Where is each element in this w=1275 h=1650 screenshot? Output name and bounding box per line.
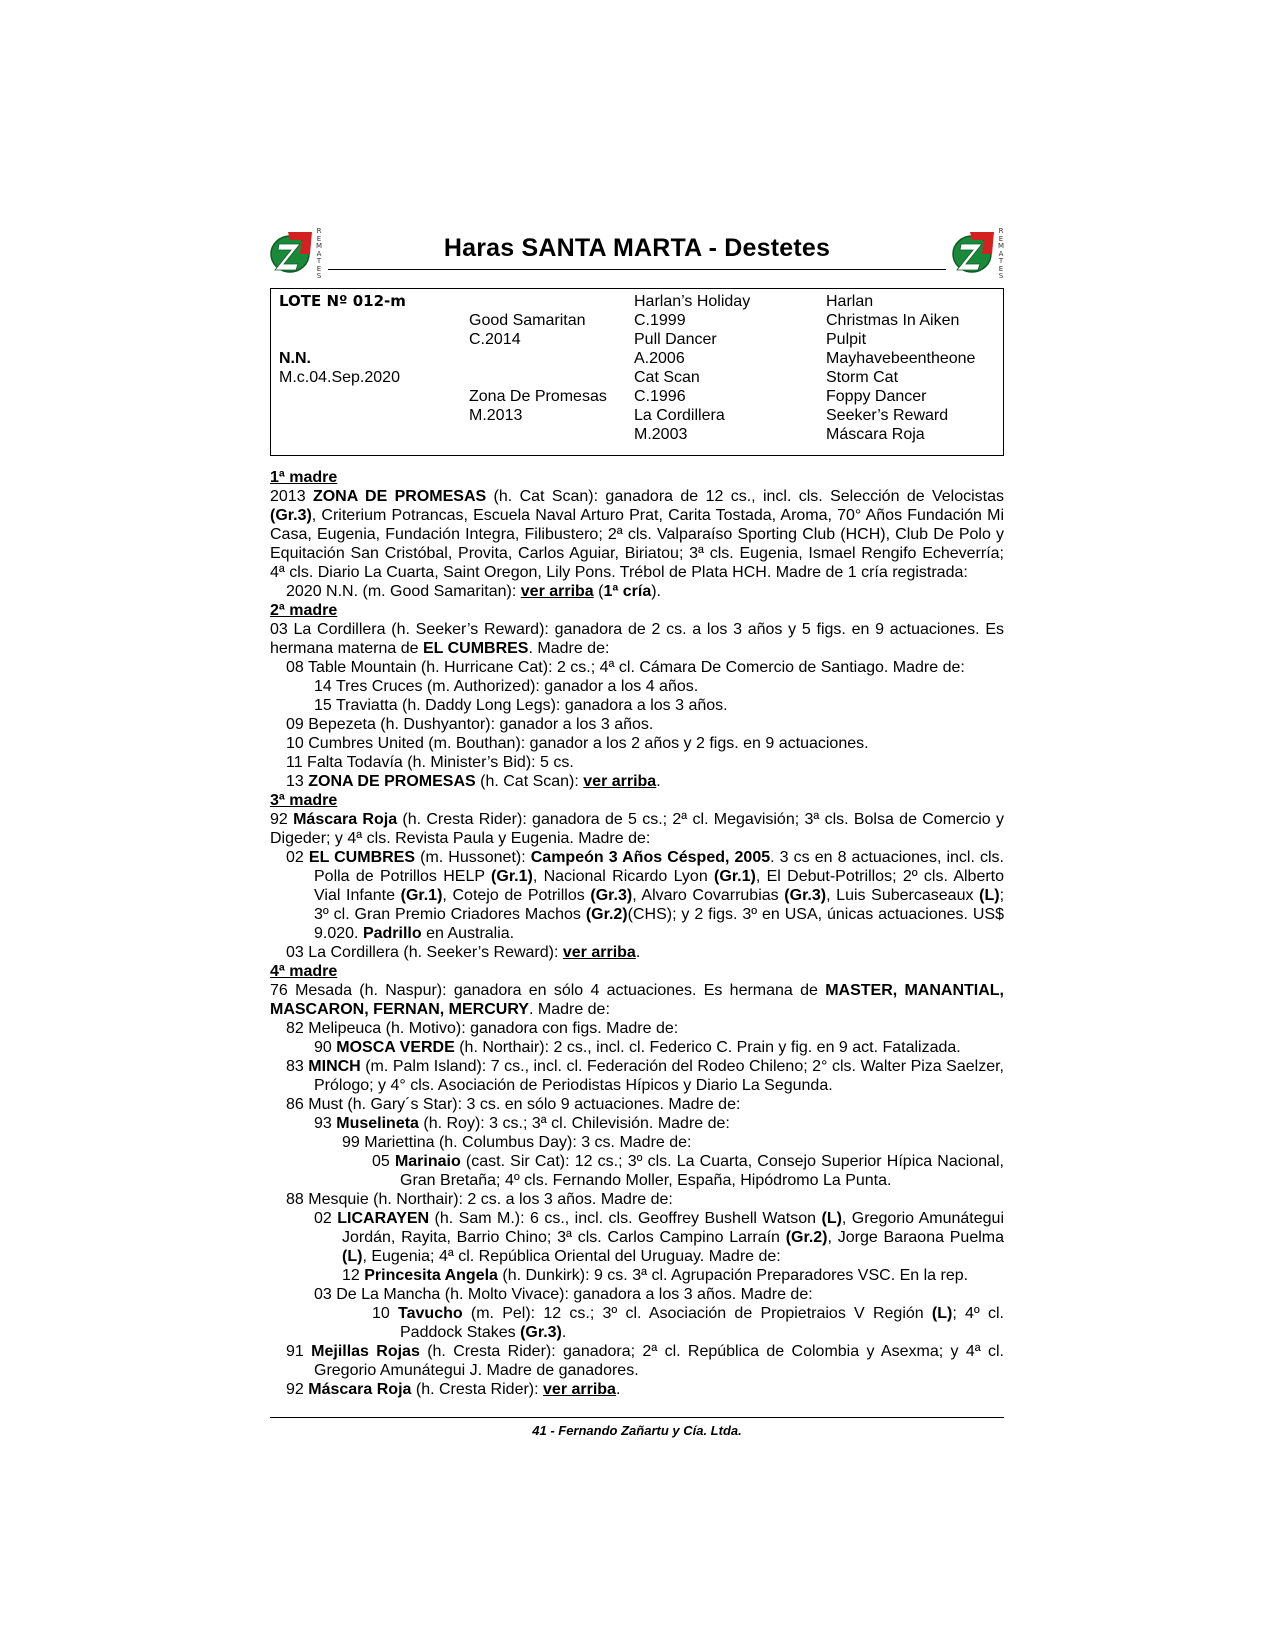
great-grandparent-entry: Harlan: [826, 293, 874, 310]
great-grandparent-entry: Pulpit: [826, 331, 867, 348]
offspring-entry: 13 ZONA DE PROMESAS (h. Cat Scan): ver arriba.: [286, 773, 661, 790]
section-heading-fourth-dam: 4ª madre: [270, 963, 338, 980]
dam-info: M.2013: [469, 407, 523, 424]
remates-logo-left: [270, 228, 324, 280]
see-above-link: ver arriba: [543, 1381, 616, 1398]
grandparent-entry: Harlan’s Holiday: [634, 293, 751, 310]
offspring-entry: 10 Cumbres United (m. Bouthan): ganador a los 2 años y 2 figs. en 9 actuaciones.: [286, 735, 869, 752]
zf-logo-icon: [270, 228, 314, 274]
footer-rule: [270, 1417, 1004, 1418]
section-heading-first-dam: 1ª madre: [270, 469, 338, 486]
page-title: Haras SANTA MARTA - Destetes: [443, 234, 831, 262]
sire-name: Good Samaritan: [469, 312, 586, 329]
grandparent-entry: A.2006: [634, 350, 685, 367]
grandparent-entry: Cat Scan: [634, 369, 700, 386]
zf-logo-icon: [952, 228, 996, 274]
title-underline: [328, 269, 946, 270]
great-grandparent-entry: Mayhavebeentheone: [826, 350, 976, 367]
offspring-entry: 82 Melipeuca (h. Motivo): ganadora con figs. Madre de:: [286, 1020, 679, 1037]
foal-birth: M.c.04.Sep.2020: [279, 369, 400, 386]
offspring-entry: 02 LICARAYEN (h. Sam M.): 6 cs., incl. cls. Geoffrey Bushell Watson (L), Gregorio Amunátegui Jordán, Rayita, Barrio Chino; 3ª cls. Carlos Campino Larraín (Gr.2), Jorge Baraona Puelma (L), Eugenia; 4ª cl. República Oriental del Uruguay. Madre de:: [314, 1210, 1005, 1265]
page-footer: 41 - Fernando Zañartu y Cía. Ltda.: [532, 1423, 742, 1438]
offspring-entry: 09 Bepezeta (h. Dushyantor): ganador a los 3 años.: [286, 716, 654, 733]
grandparent-entry: Pull Dancer: [634, 331, 717, 348]
offspring-entry: 08 Table Mountain (h. Hurricane Cat): 2 cs.; 4ª cl. Cámara De Comercio de Santiago. Madre de:: [286, 659, 965, 676]
section-heading-second-dam: 2ª madre: [270, 602, 338, 619]
remates-vertical-text: R E M A T E S: [997, 227, 1005, 280]
offspring-entry: 92 Máscara Roja (h. Cresta Rider): ver arriba.: [286, 1381, 621, 1398]
dam-paragraph: 03 La Cordillera (h. Seeker’s Reward): ganadora de 2 cs. a los 3 años y 5 figs. en 9 actuaciones. Es hermana materna de EL CUMBRES. Madre de:: [270, 621, 1004, 657]
sire-info: C.2014: [469, 331, 521, 348]
offspring-entry: 10 Tavucho (m. Pel): 12 cs.; 3º cl. Asociación de Propietraios V Región (L); 4º cl. Paddock Stakes (Gr.3).: [372, 1305, 1004, 1341]
offspring-entry: 86 Must (h. Gary´s Star): 3 cs. en sólo 9 actuaciones. Madre de:: [286, 1096, 741, 1113]
pedigree-col-great-grandparents: [826, 292, 975, 444]
offspring-entry: 02 EL CUMBRES (m. Hussonet): Campeón 3 Años Césped, 2005. 3 cs en 8 actuaciones, incl. cls. Polla de Potrillos HELP (Gr.1), Nacional Ricardo Lyon (Gr.1), El Debut-Potrillos; 2º cls. Alberto Vial Infante (Gr.1), Cotejo de Potrillos (Gr.3), Alvaro Covarrubias (Gr.3), Luis Subercaseaux (L); 3º cl. Gran Premio Criadores Machos (Gr.2)(CHS); y 2 figs. 3º en USA, únicas actuaciones. US$ 9.020. Padrillo en Australia.: [286, 849, 1005, 942]
dam-paragraph: 2013 ZONA DE PROMESAS (h. Cat Scan): ganadora de 12 cs., incl. cls. Selección de Velocistas (Gr.3), Criterium Potrancas, Escuela Naval Arturo Prat, Carita Tostada, Aroma, 70° Años Fundación Mi Casa, Eugenia, Fundación Integra, Filibustero; 2ª cls. Valparaíso Sporting Club (HCH), Club De Polo y Equitación San Cristóbal, Provita, Carlos Aguiar, Biriatou; 3ª cls. Eugenia, Ismael Rengifo Echeverría; 4ª cls. Diario La Cuarta, Saint Oregon, Lily Pons. Trébol de Plata HCH. Madre de 1 cría registrada:: [270, 488, 1005, 581]
pedigree-table: [270, 288, 1004, 456]
offspring-entry: 83 MINCH (m. Palm Island): 7 cs., incl. cl. Federación del Rodeo Chileno; 2° cls. Walter Piza Saelzer, Prólogo; y 4° cls. Asociación de Periodistas Hípicos y Diario La Segunda.: [286, 1058, 1004, 1094]
remates-logo-right: [952, 228, 1006, 280]
remates-vertical-text: R E M A T E S: [315, 227, 323, 280]
great-grandparent-entry: Seeker’s Reward: [826, 407, 949, 424]
offspring-entry: 91 Mejillas Rojas (h. Cresta Rider): ganadora; 2ª cl. República de Colombia y Asexma; y 4ª cl. Gregorio Amunátegui J. Madre de ganadores.: [286, 1343, 1004, 1379]
dam-paragraph: 76 Mesada (h. Naspur): ganadora en sólo 4 actuaciones. Es hermana de MASTER, MANANTIAL, MASCARON, FERNAN, MERCURY. Madre de:: [270, 982, 1005, 1018]
great-grandparent-entry: Christmas In Aiken: [826, 312, 960, 329]
dam-name: Zona De Promesas: [469, 388, 607, 405]
offspring-entry: 03 De La Mancha (h. Molto Vivace): ganadora a los 3 años. Madre de:: [314, 1286, 813, 1303]
grandparent-entry: M.2003: [634, 426, 688, 443]
grandparent-entry: La Cordillera: [634, 407, 725, 424]
page-header: [270, 220, 1004, 280]
offspring-entry: 15 Traviatta (h. Daddy Long Legs): ganadora a los 3 años.: [314, 697, 728, 714]
pedigree-col-parents: [469, 292, 607, 425]
section-heading-third-dam: 3ª madre: [270, 792, 338, 809]
great-grandparent-entry: Máscara Roja: [826, 426, 925, 443]
lote-number: LOTE Nº 012-m: [279, 292, 406, 310]
offspring-entry: 12 Princesita Angela (h. Dunkirk): 9 cs. 3ª cl. Agrupación Preparadores VSC. En la rep.: [342, 1267, 969, 1284]
offspring-entry: 2020 N.N. (m. Good Samaritan): ver arriba (1ª cría).: [286, 583, 661, 600]
foal-name: N.N.: [279, 350, 311, 367]
grandparent-entry: C.1999: [634, 312, 686, 329]
grandparent-entry: C.1996: [634, 388, 686, 405]
pedigree-col-foal: [279, 292, 406, 387]
offspring-entry: 99 Mariettina (h. Columbus Day): 3 cs. Madre de:: [342, 1134, 692, 1151]
family-notes: [270, 468, 1004, 1399]
offspring-entry: 05 Marinaio (cast. Sir Cat): 12 cs.; 3º cls. La Cuarta, Consejo Superior Hípica Nacional, Gran Bretaña; 4º cls. Fernando Moller, España, Hipódromo La Punta.: [372, 1153, 1004, 1189]
offspring-entry: 90 MOSCA VERDE (h. Northair): 2 cs., incl. cl. Federico C. Prain y fig. en 9 act. Fatalizada.: [314, 1039, 961, 1056]
offspring-entry: 88 Mesquie (h. Northair): 2 cs. a los 3 años. Madre de:: [286, 1191, 673, 1208]
offspring-entry: 14 Tres Cruces (m. Authorized): ganador a los 4 años.: [314, 678, 699, 695]
great-grandparent-entry: Storm Cat: [826, 369, 899, 386]
great-grandparent-entry: Foppy Dancer: [826, 388, 927, 405]
see-above-link: ver arriba: [562, 944, 636, 961]
dam-paragraph: 92 Máscara Roja (h. Cresta Rider): ganadora de 5 cs.; 2ª cl. Megavisión; 3ª cls. Bolsa de Comercio y Digeder; y 4ª cls. Revista Paula y Eugenia. Madre de:: [270, 811, 1004, 847]
offspring-entry: 03 La Cordillera (h. Seeker’s Reward): ver arriba.: [286, 944, 641, 961]
see-above-link: ver arriba: [583, 773, 657, 790]
offspring-entry: 11 Falta Todavía (h. Minister’s Bid): 5 cs.: [286, 754, 574, 771]
offspring-entry: 93 Muselineta (h. Roy): 3 cs.; 3ª cl. Chilevisión. Madre de:: [314, 1115, 730, 1132]
pedigree-col-grandparents: [634, 292, 750, 444]
see-above-link: ver arriba: [520, 583, 594, 600]
catalog-page: [270, 220, 1004, 1399]
